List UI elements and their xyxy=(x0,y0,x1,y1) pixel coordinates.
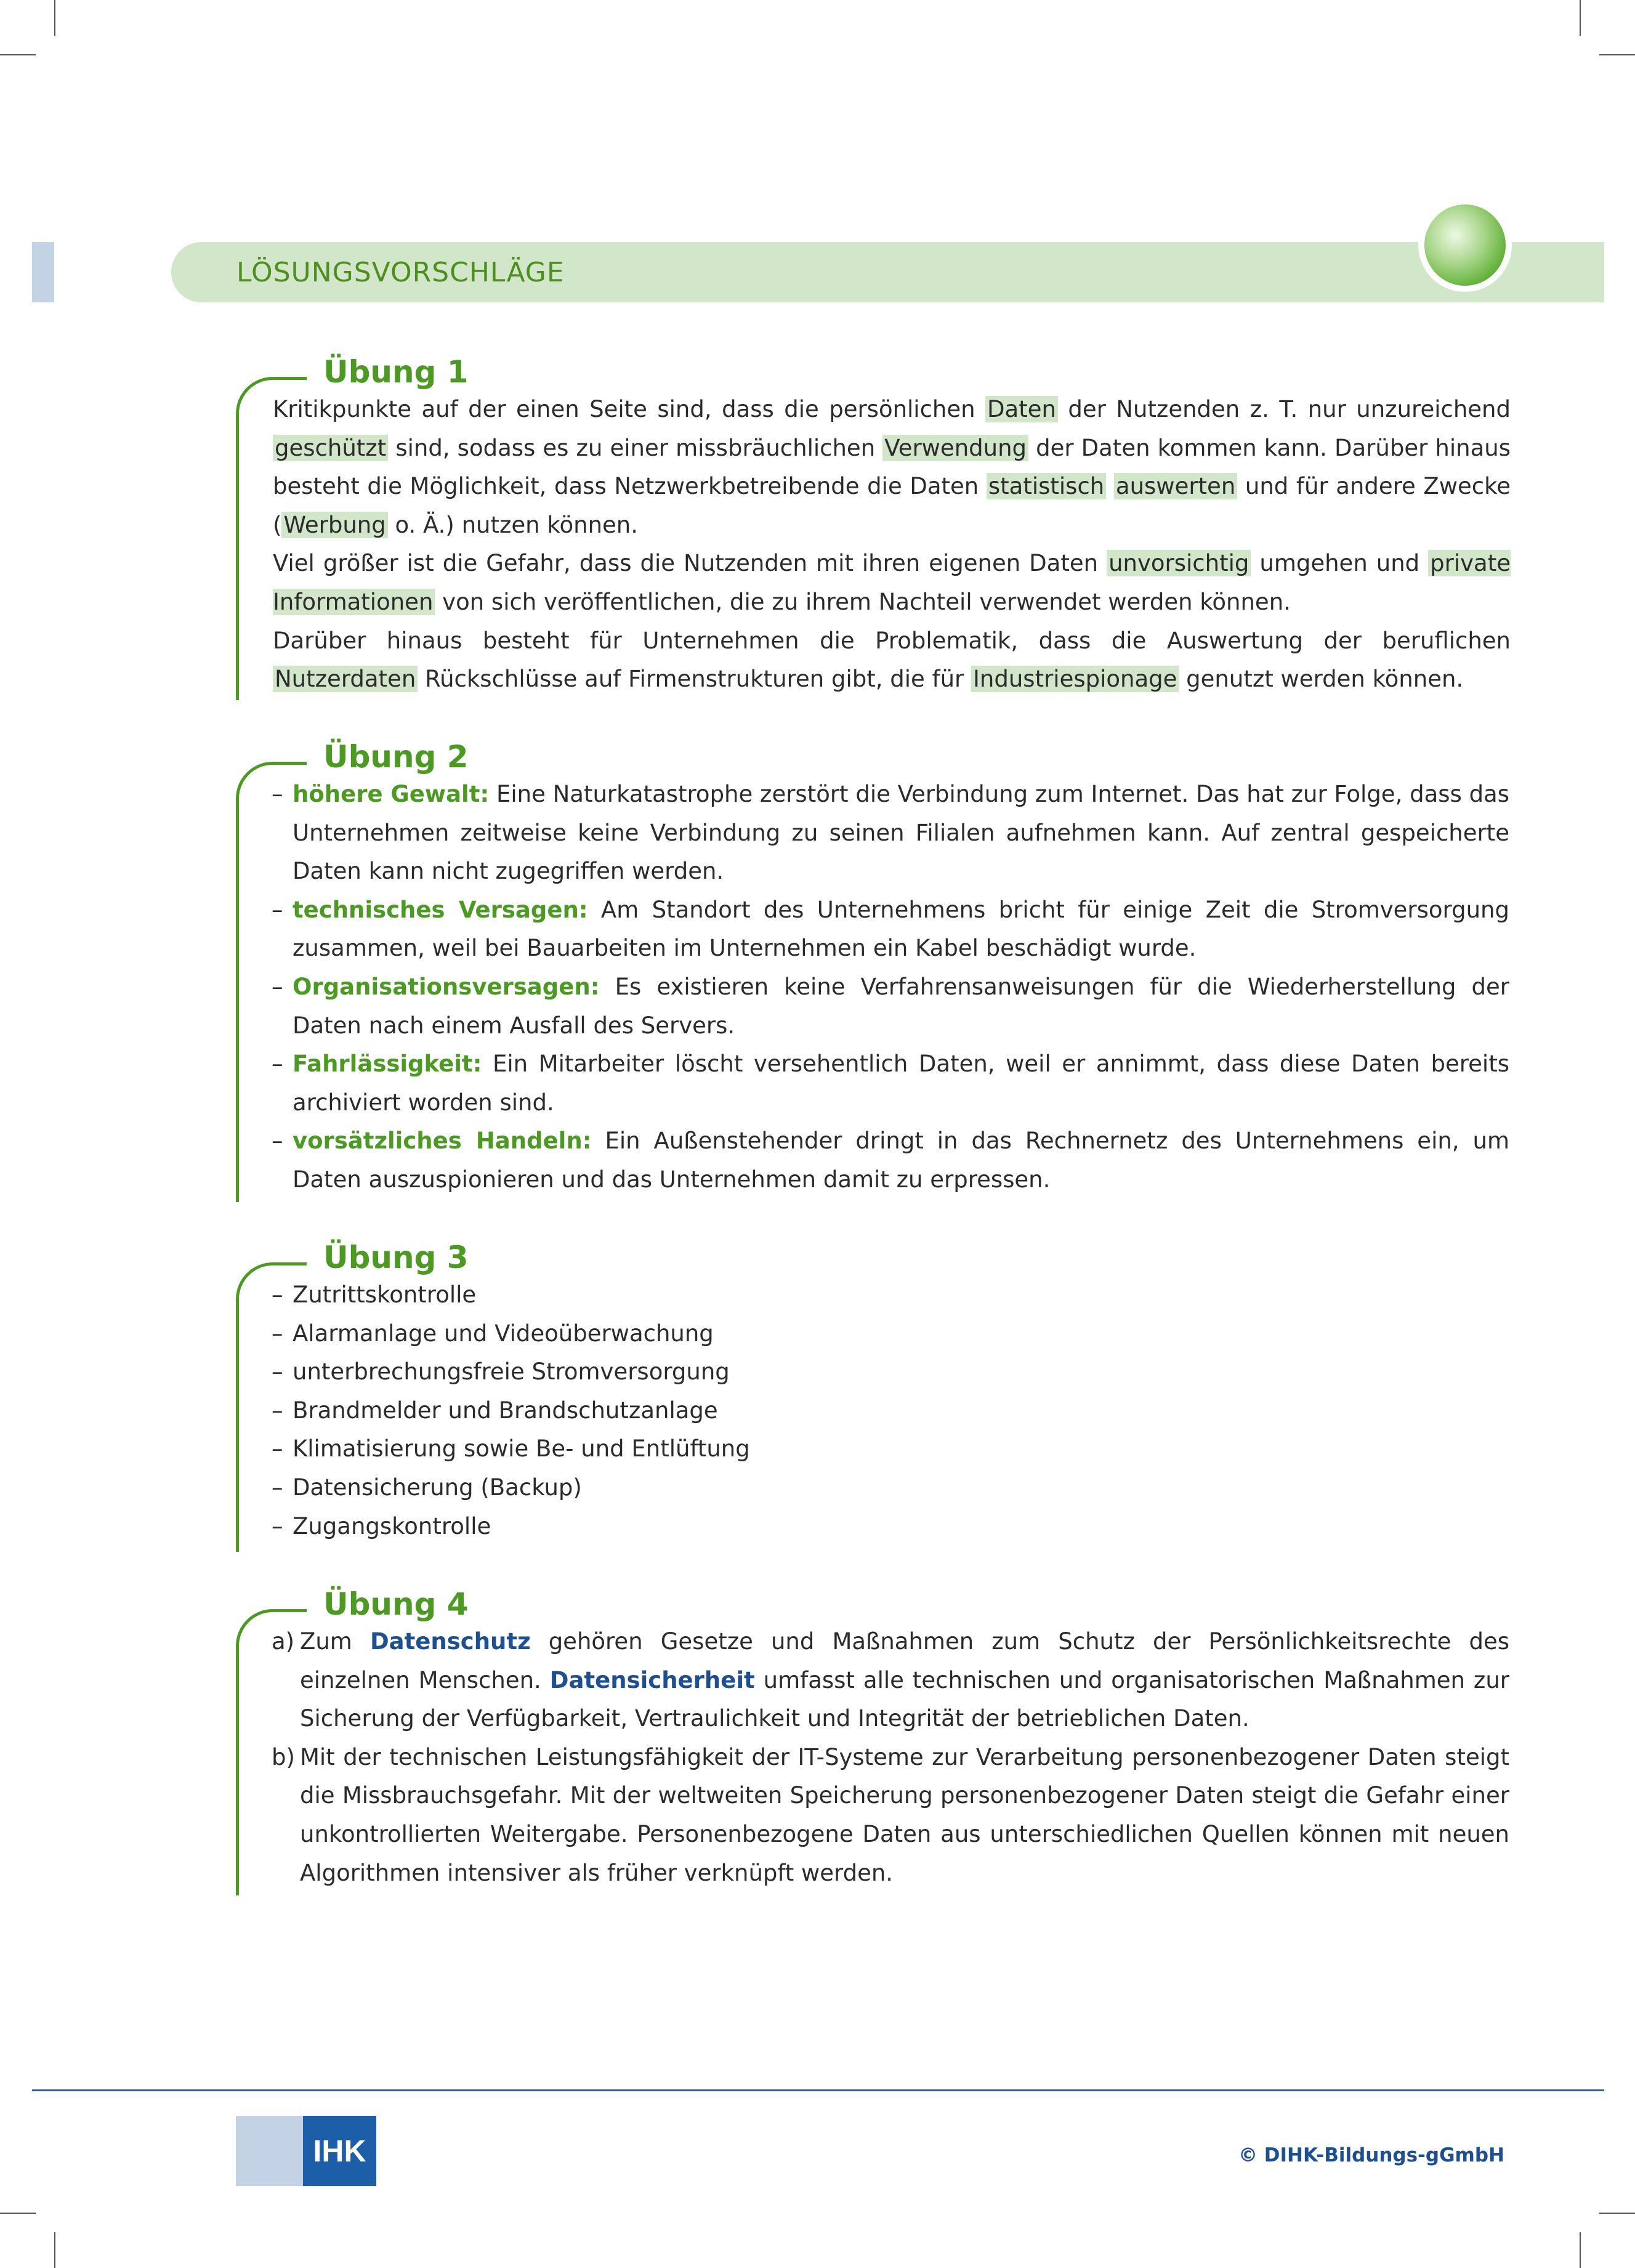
list-item: – vorsätzliches Handeln: Ein Außenstehender dringt in das Rechnernetz des Unternehmens ein, um Daten auszuspionieren und das Unternehmen damit zu erpressen. xyxy=(272,1128,1509,1193)
term-label: vorsätzliches Handeln: xyxy=(293,1128,592,1155)
crop-mark xyxy=(1599,54,1635,55)
exercise-title: Übung 3 xyxy=(323,1240,469,1275)
term-label: technisches Versagen: xyxy=(293,896,588,923)
crop-mark xyxy=(1599,2213,1635,2214)
term-label: Datensicherheit xyxy=(549,1666,755,1693)
term-label: Datenschutz xyxy=(369,1628,531,1655)
exercise-title: Übung 4 xyxy=(323,1586,469,1622)
term-label: Fahrlässigkeit: xyxy=(293,1051,482,1078)
cause-list xyxy=(272,775,1509,1200)
highlight: Verwendung xyxy=(882,435,1028,461)
list-item: – Zutrittskontrolle xyxy=(272,1281,477,1308)
crop-mark xyxy=(0,2213,36,2214)
term-label: Organisationsversagen: xyxy=(293,973,600,1000)
copyright: © DIHK-Bildungs-gGmbH xyxy=(1238,2144,1504,2166)
crop-mark xyxy=(0,54,36,55)
list-item: – technisches Versagen: Am Standort des Unternehmens bricht für einige Zeit die Stromversorgung zusammen, weil bei Bauarbeiten im Unternehmen ein Kabel beschädigt wurde. xyxy=(272,896,1509,962)
highlight: statistisch xyxy=(987,473,1106,499)
highlight: Industriespionage xyxy=(971,666,1179,692)
highlight: geschützt xyxy=(273,435,388,461)
measure-list xyxy=(272,1276,1509,1546)
exercise-title: Übung 1 xyxy=(323,354,469,390)
crop-mark xyxy=(1580,2232,1581,2268)
highlight: unvorsichtig xyxy=(1107,550,1251,576)
footer-divider xyxy=(32,2089,1604,2091)
crop-mark xyxy=(1580,0,1581,36)
header-left-tab xyxy=(32,242,54,302)
paragraph: Kritikpunkte auf der einen Seite sind, dass die persönlichen Daten der Nutzenden z. T. nur unzureichend geschützt sind, sodass es zu einer missbräuchlichen Verwendung der Daten kommen kann. Darüber hinaus besteht die Möglichkeit, dass Netzwerkbetreibende die Daten statistisch auswerten und für andere Zwecke (Werbung o. Ä.) nutzen können. xyxy=(273,396,1511,538)
page-title: LÖSUNGSVORSCHLÄGE xyxy=(236,257,565,288)
list-item: – Brandmelder und Brandschutzanlage xyxy=(272,1397,718,1424)
exercise-content xyxy=(272,1623,1509,1892)
list-item: – Klimatisierung sowie Be- und Entlüftung xyxy=(272,1435,750,1463)
list-item: – unterbrechungsfreie Stromversorgung xyxy=(272,1358,730,1386)
exercise-content xyxy=(272,775,1509,1200)
highlight: auswerten xyxy=(1114,473,1237,499)
highlight: Daten xyxy=(985,396,1058,422)
green-ball-icon xyxy=(1424,204,1506,286)
paragraph: Darüber hinaus besteht für Unternehmen die Problematik, dass die Auswertung der beruflichen Nutzerdaten Rückschlüsse auf Firmenstrukturen gibt, die für Industriespionage genutzt werden können. xyxy=(273,627,1511,693)
list-item: – Organisationsversagen: Es existieren keine Verfahrensanweisungen für die Wiederherstellung der Daten nach einem Ausfall des Servers. xyxy=(272,973,1509,1039)
list-item: – Zugangskontrolle xyxy=(272,1512,491,1540)
list-item: b) Mit der technischen Leistungsfähigkeit der IT-Systeme zur Verarbeitung personenbezogener Daten steigt die Missbrauchsgefahr. Mit der weltweiten Speicherung personenbezogener Daten steigt die Gefahr einer unkontrollierten Weitergabe. Personenbezogene Daten aus unterschiedlichen Quellen können mit neuen Algorithmen intensiver als früher verknüpft werden. xyxy=(272,1743,1509,1886)
term-label: höhere Gewalt: xyxy=(293,781,490,807)
exercise-content xyxy=(272,1276,1509,1546)
ihk-logo: IHK xyxy=(303,2116,376,2186)
list-item: – höhere Gewalt: Eine Naturkatastrophe zerstört die Verbindung zum Internet. Das hat zur Folge, dass das Unternehmen zeitweise keine Verbindung zu seinen Filialen aufnehmen kann. Auf zentral gespeicherte Daten kann nicht zugegriffen werden. xyxy=(272,781,1510,885)
list-item: a) Zum Datenschutz gehören Gesetze und Maßnahmen zum Schutz der Persönlichkeitsrechte des einzelnen Menschen. Datensicherheit umfasst alle technischen und organisatorischen Maßnahmen zur Sicherung der Verfügbarkeit, Vertraulichkeit und Integrität der betrieblichen Daten. xyxy=(272,1628,1510,1732)
answer-list xyxy=(272,1623,1509,1892)
crop-mark xyxy=(54,2232,55,2268)
crop-mark xyxy=(54,0,55,36)
list-item: – Alarmanlage und Videoüberwachung xyxy=(272,1320,714,1347)
header-circle-icon xyxy=(1418,198,1512,292)
list-item: – Datensicherung (Backup) xyxy=(272,1474,582,1501)
list-item: – Fahrlässigkeit: Ein Mitarbeiter löscht versehentlich Daten, weil er annimmt, dass diese Daten bereits archiviert worden sind. xyxy=(272,1051,1509,1116)
highlight: private Informationen xyxy=(273,550,1511,615)
paragraph: Viel größer ist die Gefahr, dass die Nutzenden mit ihren eigenen Daten unvorsichtig umgehen und private Informationen von sich veröffentlichen, die zu ihrem Nachteil verwendet werden können. xyxy=(273,550,1511,615)
exercise-content xyxy=(273,390,1511,699)
exercise-title: Übung 2 xyxy=(323,739,469,775)
highlight: Nutzerdaten xyxy=(273,666,418,692)
highlight: Werbung xyxy=(281,512,387,538)
